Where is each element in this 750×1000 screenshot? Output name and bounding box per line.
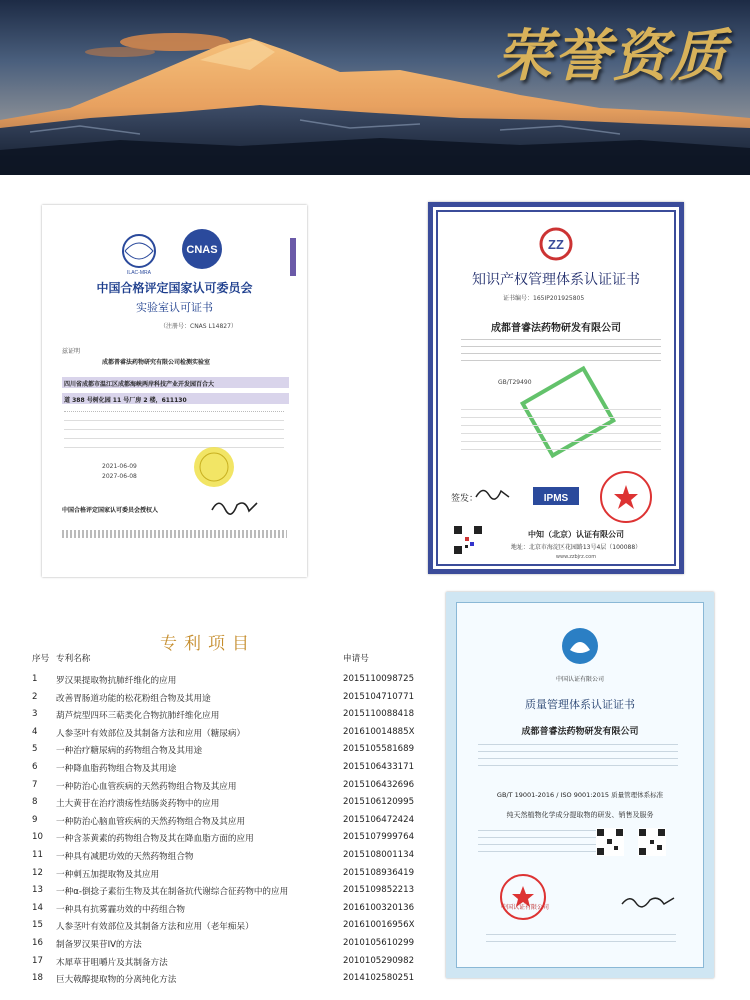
gold-seal-icon [192, 445, 236, 489]
header-name: 专利名称 [56, 654, 91, 664]
patent-no: 9 [32, 814, 38, 825]
patent-app-no: 2015110098725 [343, 674, 415, 684]
quality-scope: 纯天然植物化学成分提取物的研发、销售及服务 [506, 811, 654, 819]
patent-no: 2 [32, 691, 38, 702]
header-no: 序号 [32, 654, 50, 664]
qr-code-icon [638, 828, 666, 856]
patent-title: 专利项目 [160, 634, 256, 654]
quality-org: 中国认证有限公司 [555, 676, 604, 683]
patent-app-no: 2015106433171 [343, 762, 415, 772]
patent-no: 11 [32, 850, 43, 860]
ip-issuer-addr: 地址：北京市海淀区花园路13号4层（100088） [510, 544, 642, 551]
table-row [32, 938, 452, 954]
ip-signature-label: 签发： [451, 494, 479, 504]
quality-body-text [478, 742, 678, 772]
table-row [32, 973, 452, 989]
table-row [32, 692, 452, 708]
patent-app-no: 2015105581689 [343, 744, 415, 755]
svg-text:IPMS: IPMS [543, 493, 569, 504]
table-row [32, 956, 452, 972]
ip-cert-no: 证书编号：165IP201925805 [503, 295, 585, 302]
cnas-fine-print [62, 530, 287, 538]
patent-name: 一种具有减肥功效的天然药物组合物 [56, 852, 194, 862]
patent-name: 一种α-倒捻子素衍生物及其在制备抗代谢综合征药物中的应用 [56, 887, 289, 898]
side-mark [290, 238, 296, 276]
header-app: 申请号 [343, 654, 369, 664]
patent-name: 人参茎叶有效部位及其制备方法和应用（老年痴呆） [56, 922, 254, 933]
quality-certificate [446, 592, 714, 978]
patent-app-no: 2015106432696 [343, 779, 415, 790]
patent-no: 7 [32, 779, 38, 790]
patent-no: 16 [32, 938, 43, 948]
table-row [32, 797, 452, 813]
patent-name: 一种防治心脑血管疾病的天然药物组合物及其应用 [56, 816, 246, 827]
signature-icon [618, 892, 678, 910]
table-row [32, 903, 452, 919]
ip-title: 知识产权管理体系认证证书 [472, 272, 640, 288]
patent-app-no: 2015108001134 [343, 850, 415, 860]
cnas-certificate [42, 205, 307, 577]
ip-certificate [428, 202, 684, 574]
cnas-expiry-date: 2027-06-08 [102, 473, 137, 480]
patent-name: 木犀草苷咀嚼片及其制备方法 [56, 957, 168, 968]
patent-no: 1 [32, 674, 38, 684]
patent-name: 改善胃肠道功能的松花粉组合物及其用途 [56, 693, 211, 704]
patent-app-no: 2016100320136 [343, 902, 415, 913]
table-row [32, 744, 452, 760]
patent-no: 12 [32, 867, 43, 878]
cnas-org: 成都普睿法药物研究有限公司检测实验室 [102, 359, 211, 366]
zz-logo-icon [539, 227, 573, 261]
patent-app-no: 2015104710771 [343, 691, 415, 702]
table-row [32, 815, 452, 831]
table-header [32, 652, 452, 668]
patent-no: 13 [32, 885, 43, 896]
patent-no: 10 [32, 832, 43, 843]
ip-issuer: 中知（北京）认证有限公司 [528, 530, 624, 539]
patent-app-no: 2015108936419 [343, 867, 415, 878]
patent-name: 一种含茶黄素的药物组合物及其在降血脂方面的应用 [56, 834, 254, 845]
cnas-body-text [64, 411, 284, 456]
patent-no: 15 [32, 920, 43, 931]
patent-app-no: 2010105290982 [343, 955, 415, 966]
table-row [32, 727, 452, 743]
svg-text:ZZ: ZZ [548, 237, 564, 252]
patent-no: 6 [32, 762, 38, 772]
ip-website: www.zzbjrz.com [555, 554, 597, 560]
red-seal-icon [598, 469, 654, 525]
table-row [32, 709, 452, 725]
signature-icon [473, 483, 513, 503]
cnas-addr-1: 四川省成都市温江区成都海峡两岸科技产业开发园百合大 [64, 381, 215, 388]
patent-app-no: 2015106472424 [343, 814, 415, 825]
patent-app-no: 201610016956X [343, 920, 415, 931]
cnas-cert-header: 兹证明 [62, 348, 81, 355]
patent-app-no: 2015109852213 [343, 885, 415, 896]
patent-no: 3 [32, 709, 38, 720]
cnas-subtitle: 实验室认可证书 [136, 301, 213, 314]
patent-name: 一种治疗糖尿病的药物组合物及其用途 [56, 746, 203, 757]
quality-company: 成都普睿法药物研发有限公司 [521, 727, 639, 737]
patent-app-no: 201610014885X [343, 726, 415, 737]
patent-name: 一种刺五加提取物及其应用 [56, 869, 160, 880]
patent-name: 人参茎叶有效部位及其制备方法和应用（糖尿病） [56, 728, 246, 739]
patent-app-no: 2015106120995 [343, 797, 415, 808]
ip-scope-text [461, 407, 661, 457]
patent-name: 一种防治心血管疾病的天然药物组合物及其应用 [56, 781, 237, 792]
patent-app-no: 2014102580251 [343, 973, 415, 984]
patent-no: 8 [32, 797, 38, 808]
cqc-logo-icon [560, 626, 600, 666]
patent-no: 4 [32, 726, 38, 737]
svg-text:ILAC-MRA: ILAC-MRA [127, 270, 151, 276]
table-row [32, 920, 452, 936]
banner-image [0, 0, 750, 175]
table-row [32, 674, 452, 690]
patent-no: 14 [32, 902, 43, 913]
patent-no: 17 [32, 955, 43, 966]
quality-title: 质量管理体系认证证书 [525, 698, 635, 711]
cnas-addr-2: 道 388 号树化园 11 号厂房 2 楼，611130 [64, 397, 187, 404]
cnas-title: 中国合格评定国家认可委员会 [96, 281, 253, 295]
svg-text:CNAS: CNAS [186, 244, 218, 256]
ipmc-logo-icon [531, 481, 581, 515]
patent-name: 葫芦烷型四环三萜类化合物抗肺纤维化应用 [56, 711, 220, 722]
table-row [32, 850, 452, 866]
quality-standard: GB/T 19001-2016 / ISO 9001:2015 质量管理体系标准 [496, 791, 664, 799]
cnas-issue-date: 2021-06-09 [102, 463, 137, 470]
signature-icon [207, 495, 262, 517]
quality-note-text [478, 828, 598, 858]
table-row [32, 780, 452, 796]
patent-name: 巨大戟醇提取物的分离纯化方法 [56, 975, 177, 986]
patent-no: 5 [32, 744, 38, 755]
qr-code-icon [596, 828, 624, 856]
banner-title: 荣誉资质 [496, 23, 728, 89]
ip-standard: GB/T29490 [498, 379, 532, 386]
table-row [32, 762, 452, 778]
patent-app-no: 2015110088418 [343, 709, 415, 720]
patent-app-no: 2010105610299 [343, 938, 415, 948]
patent-no: 18 [32, 973, 43, 984]
table-row [32, 868, 452, 884]
patent-app-no: 2015107999764 [343, 832, 415, 843]
patent-name: 一种具有抗雾霾功效的中药组合物 [56, 904, 185, 915]
ip-company: 成都普睿法药物研发有限公司 [491, 323, 621, 334]
cnas-footer: 中国合格评定国家认可委员会授权人 [62, 507, 159, 514]
quality-stamp: 中国认证有限公司 [501, 904, 550, 911]
cnas-logo-icon [117, 227, 237, 277]
patent-name: 一种降血脂药物组合物及其用途 [56, 764, 177, 774]
table-row [32, 885, 452, 901]
quality-footer-text [486, 932, 676, 948]
patent-name: 土大黄苷在治疗溃疡性结肠炎药物中的应用 [56, 799, 220, 810]
cnas-reg-no: （注册号：CNAS L14827） [160, 323, 237, 330]
red-seal-icon [498, 872, 548, 922]
table-row [32, 832, 452, 848]
patent-name: 制备罗汉果苷IV的方法 [56, 940, 142, 950]
patent-name: 罗汉果提取物抗肺纤维化的应用 [56, 676, 177, 686]
